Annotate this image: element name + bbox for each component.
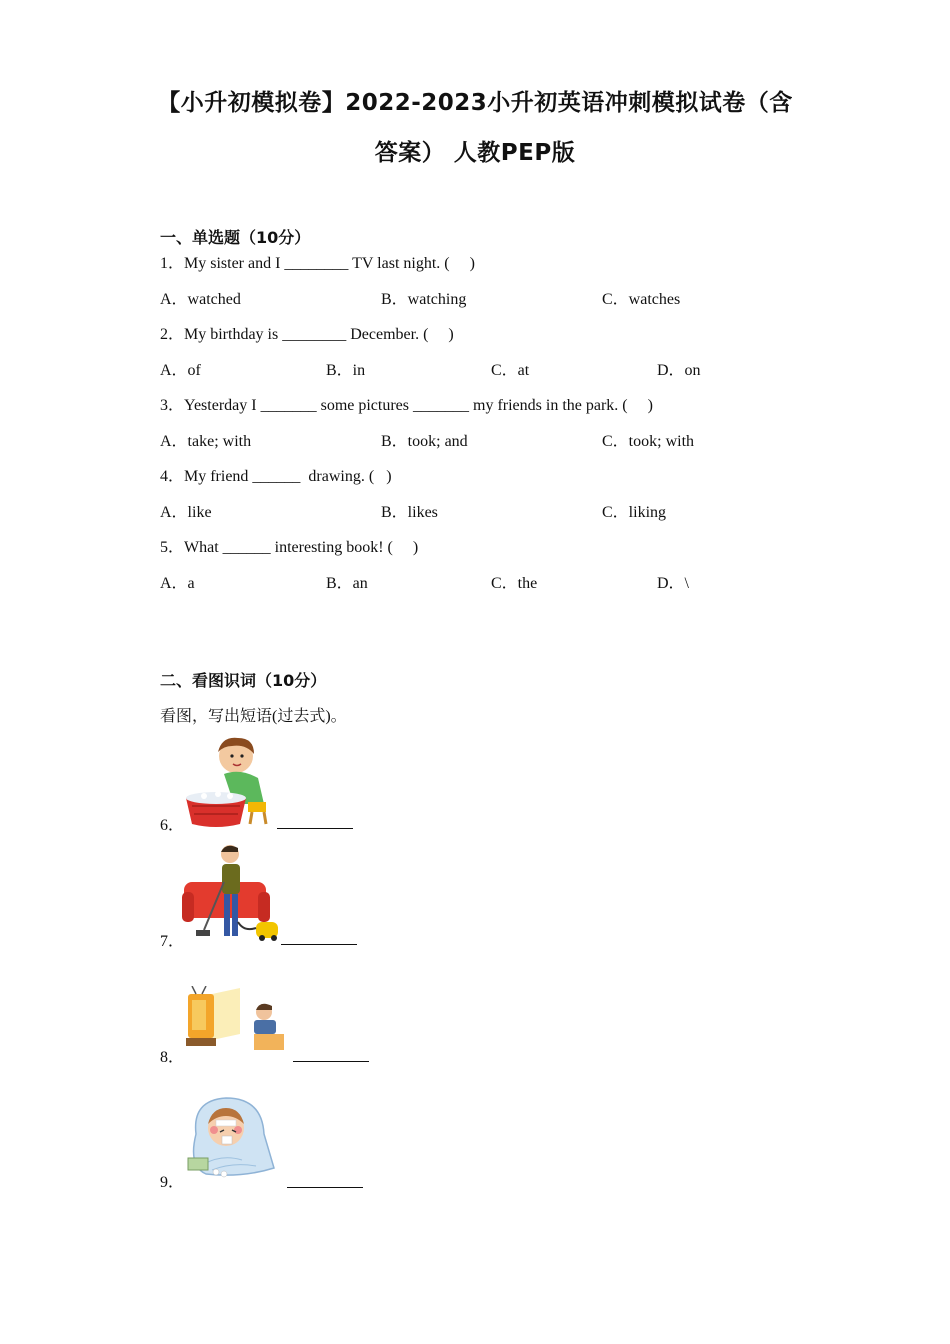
- q2-option-d[interactable]: D．on: [657, 362, 701, 379]
- page-title-line-2: 答案） 人教PEP版: [374, 140, 576, 166]
- q2-option-b[interactable]: B．in: [326, 362, 366, 379]
- question-4: 4．My friend ______ drawing. ( ): [160, 468, 392, 485]
- item-9-number: 9．: [160, 1174, 185, 1191]
- q4-option-a[interactable]: A．like: [160, 504, 212, 521]
- q2-option-a[interactable]: A．of: [160, 362, 201, 379]
- item-7-answer-blank[interactable]: [281, 944, 357, 945]
- q5-option-d[interactable]: D．\: [657, 575, 690, 592]
- section2-heading: 二、看图识词（10分）: [160, 671, 327, 690]
- section2-instruction: 看图，写出短语(过去式)。: [160, 708, 347, 725]
- q5-option-a[interactable]: A．a: [160, 575, 195, 592]
- item-9-answer-blank[interactable]: [287, 1187, 363, 1188]
- item-7-number: 7．: [160, 933, 185, 950]
- question-3: 3．Yesterday I _______ some pictures _______ my friends in the park. ( ): [160, 397, 653, 414]
- boy-watching-tv-image: [182, 986, 286, 1054]
- q3-option-a[interactable]: A．take; with: [160, 433, 252, 450]
- q4-option-b[interactable]: B．likes: [381, 504, 438, 521]
- section1-heading: 一、单选题（10分）: [160, 228, 311, 247]
- question-1: 1．My sister and I ________ TV last night. ( ): [160, 255, 475, 272]
- q3-option-b[interactable]: B．took; and: [381, 433, 468, 450]
- q4-option-c[interactable]: C．liking: [602, 504, 667, 521]
- q3-option-c[interactable]: C．took; with: [602, 433, 695, 450]
- q1-option-c[interactable]: C．watches: [602, 291, 681, 308]
- q5-option-b[interactable]: B．an: [326, 575, 368, 592]
- question-2: 2．My birthday is ________ December. ( ): [160, 326, 454, 343]
- q5-option-c[interactable]: C．the: [491, 575, 538, 592]
- boy-washing-clothes-image: [182, 734, 274, 828]
- page-title-line-1: 【小升初模拟卷】2022-2023小升初英语冲刺模拟试卷（含: [157, 90, 793, 116]
- girl-with-cold-image: [182, 1094, 278, 1178]
- item-6-answer-blank[interactable]: [277, 828, 353, 829]
- q1-option-b[interactable]: B．watching: [381, 291, 467, 308]
- man-vacuuming-floor-image: [182, 842, 282, 944]
- item-8-number: 8．: [160, 1049, 185, 1066]
- q1-option-a[interactable]: A．watched: [160, 291, 241, 308]
- q2-option-c[interactable]: C．at: [491, 362, 530, 379]
- question-5: 5．What ______ interesting book! ( ): [160, 539, 419, 556]
- item-8-answer-blank[interactable]: [293, 1061, 369, 1062]
- item-6-number: 6．: [160, 817, 185, 834]
